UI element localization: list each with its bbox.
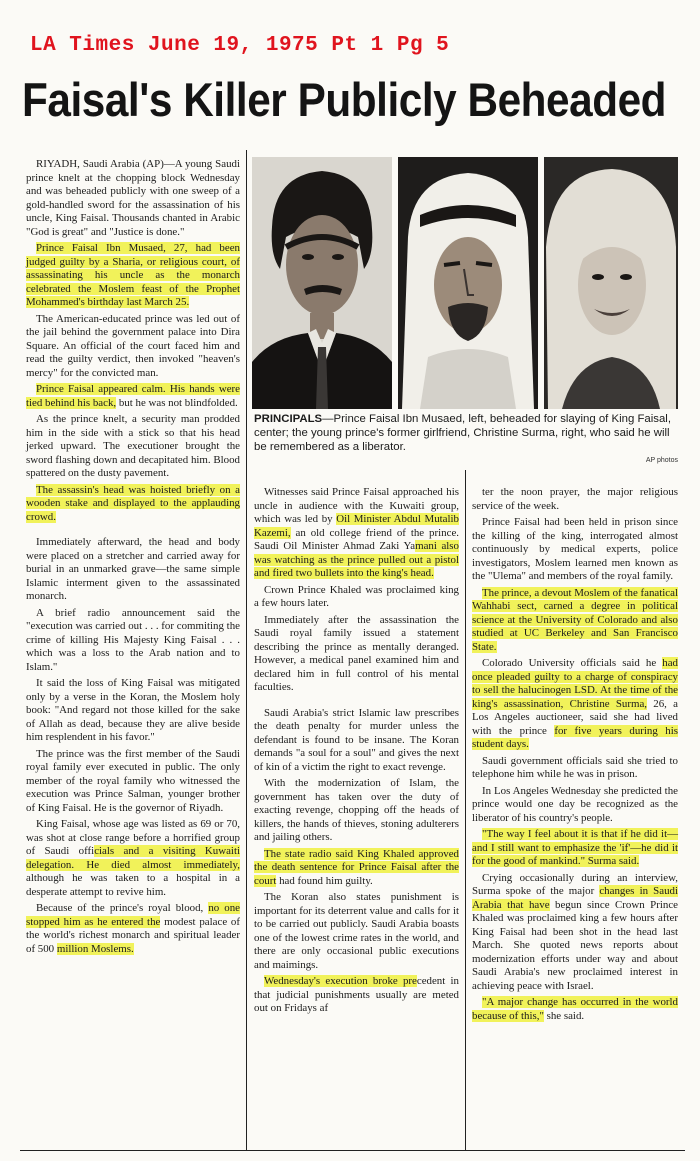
photo-king-faisal [398, 157, 538, 409]
highlight: had once pleaded guilty to a charge of conspiracy to sell the halucinogen LSD. At the time of the king's assassination, Christine Surma, [472, 657, 678, 710]
article-column-1 [26, 158, 240, 959]
source-label: LA Times June 19, 1975 Pt 1 Pg 5 [30, 34, 450, 57]
highlight: million Moslems. [56, 942, 134, 955]
bottom-rule [20, 1150, 685, 1151]
highlight: Prince Faisal Ibn Musaed, 27, had been judged guilty by a Sharia, or religious court, of assassinating his uncle as the monarch celebrated the Moslem feast of the Prophet Mohammed's birthday last March 25. [26, 242, 240, 308]
caption-text: —Prince Faisal Ibn Musaed, left, beheaded for slaying of King Faisal, center; the young prince's former girlfriend, Christine Surma, right, who said he will be remembered as a liberator. [254, 413, 672, 453]
highlight: mani also was watching as the prince pulled out a pistol and fired two bullets into the king's head. [254, 540, 459, 579]
paragraph: Witnesses said Prince Faisal approached his uncle in audience with the Kuwaiti group, which was led by Oil Minister Abdul Mutalib Kazemi, an old college friend of the prince. Saudi Oil Minister Ahmad Zaki Yamani also was watching as the prince pulled out a pistol and fired two bullets into the king's head. [254, 486, 459, 579]
paragraph: It said the loss of King Faisal was mitigated only by a verse in the Koran, the Moslem holy book: "And regard not those killed for the sake of Allah as dead, because they are alive beside him resplendent in his favor." [26, 677, 240, 743]
paragraph: In Los Angeles Wednesday she predicted the prince would one day be recognized as the liberator of his country's people. [472, 784, 678, 824]
paragraph [472, 828, 678, 869]
highlight: Oil Minister Abdul Mutalib Kazemi, [254, 513, 459, 539]
highlight: Wednesday's execution broke pre [264, 975, 417, 987]
paragraph [26, 242, 240, 310]
paragraph: RIYADH, Saudi Arabia (AP)—A young Saudi prince knelt at the chopping block Wednesday and was beheaded publicly with one sweep of a gold-handled sword for the assassination of his uncle, King Faisal. Thousands chanted in Arabic "God is great" and "Justice is done." [26, 158, 240, 238]
photo-credit: AP photos [645, 457, 678, 464]
highlight: "A major change has occurred in the world because of this," [472, 996, 678, 1022]
photo-prince-faisal [252, 157, 392, 409]
highlight: The state radio said King Khaled approved the death sentence for Prince Faisal after the court [254, 847, 459, 887]
paragraph: With the modernization of Islam, the government has taken over the duty of exacting revenge, chopping off the heads of killers, the hands of thieves, stoning adulterers and jailing others. [254, 777, 459, 843]
column-rule [465, 470, 466, 1150]
paragraph: The American-educated prince was led out of the jail behind the government palace into Dira Square. An official of the court faced him and read the guilty verdict, then invoked "heaven's mercy" for the convicted man. [26, 312, 240, 379]
highlight: Prince Faisal appeared calm. His hands were tied behind his back, [26, 383, 240, 409]
highlight: The assassin's head was hoisted briefly on a wooden stake and displayed to the applauding crowd. [26, 483, 240, 523]
paragraph [472, 587, 678, 655]
paragraph: Wednesday's execution broke precedent in that judicial punishments usually are meted out on Fridays af [254, 975, 459, 1014]
paragraph: "A major change has occurred in the world because of this," she said. [472, 996, 678, 1022]
paragraph: Immediately after the assassination the Saudi royal family issued a statement describing the prince as mentally deranged. However, a medical panel examined him and declared him in full control of his mental faculties. [254, 613, 459, 693]
paragraph: The Koran also states punishment is important for its deterrent value and calls for it to be carried out publicly. Saudi Arabia boasts one of the lowest crime rates in the world, and there are only occasional public executions and maimings. [254, 891, 459, 971]
highlight: cials and a visiting Kuwaiti delegation. He died almost immediately, [26, 845, 241, 871]
paragraph: A brief radio announcement said the "execution was carried out . . . for commiting the crime of killing His Majesty King Faisal . . . which was a loss to the Arab nation and to Islam." [26, 606, 240, 673]
paragraph: The state radio said King Khaled approved the death sentence for Prince Faisal after the court had found him guilty. [254, 847, 459, 887]
column-rule [246, 150, 247, 1150]
paragraph: King Faisal, whose age was listed as 69 or 70, was shot at close range before a horrified group of Saudi officials and a visiting Kuwaiti delegation. He died almost immediately, although he was taken to a hospital in a desperate attempt to revive him. [26, 818, 241, 898]
highlight: "The way I feel about it is that if he did it—and I still want to emphasize the 'if'—he did it for the good of mankind." Surma said. [472, 828, 678, 867]
highlight: changes in Saudi Arabia that have [472, 885, 678, 911]
paragraph: Crown Prince Khaled was proclaimed king a few hours later. [254, 583, 459, 609]
paragraph [26, 484, 240, 525]
paragraph: Prince Faisal appeared calm. His hands were tied behind his back, but he was not blindfolded. [26, 383, 240, 409]
photo-caption [254, 412, 678, 454]
highlight: no one stopped him as he entered the [26, 902, 240, 928]
paragraph: As the prince knelt, a security man prodded him in the side with a stick so that his head jerked upward. The executioner brought the sword flashing down and decapitated him. Blood spattered on the dusty pavement. [26, 413, 240, 479]
caption-lead: PRINCIPALS [254, 413, 323, 425]
article-column-3 [472, 486, 678, 1026]
photo-christine-surma [544, 157, 678, 409]
paragraph: Colorado University officials said he had once pleaded guilty to a charge of conspiracy to sell the halucinogen LSD. At the time of the king's assassination, Christine Surma, 26, a Los Angeles auctioneer, said she had lived with the prince for five years during his student days. [472, 657, 678, 750]
paragraph: The prince was the first member of the Saudi royal family ever executed in public. The only member of the royal family who witnessed the execution was Prince Salman, younger brother of King Faisal. He is the governor of Riyadh. [26, 747, 240, 814]
paragraph: Crying occasionally during an interview, Surma spoke of the major changes in Saudi Arabia that have begun since Crown Prince Khaled was proclaimed king a few hours after King Faisal had been shot in the head last March. She quoted news reports about modernization efforts under way and about Saudi Arabia's new proclaimed interest in achieving peace with Israel. [472, 871, 678, 992]
paragraph: Immediately afterward, the head and body were placed on a stretcher and carried away for burial in an unmarked grave—the same simple Islamic interment given to the assassinated monarch. [26, 536, 240, 602]
paragraph: Prince Faisal had been held in prison since the killing of the king, interrogated almost continuously by medical experts, police investigators, Moslem learned men known as the "Ulema" and members of the royal family. [472, 516, 678, 582]
highlight: for five years during his student days. [472, 724, 678, 750]
paragraph: Saudi Arabia's strict Islamic law prescribes the death penalty for murder unless the defendant is found to be insane. The Koran demands "a soul for a soul" and gives the next of kin of a victim the right to exact revenge. [254, 706, 459, 773]
paragraph: ter the noon prayer, the major religious service of the week. [472, 486, 678, 512]
highlight: The prince, a devout Moslem of the fanatical Wahhabi sect, carned a degree in political science at the University of Colorado and also studied at UC Berkeley and San Francisco State. [472, 586, 678, 653]
paragraph: Saudi government officials said she tried to telephone him while he was in prison. [472, 754, 678, 780]
paragraph: Because of the prince's royal blood, no one stopped him as he entered the modest palace of the world's richest monarch and spiritual leader of 500 million Moslems. [26, 902, 240, 955]
article-column-2 [254, 486, 459, 1019]
headline: Faisal's Killer Publicly Beheaded [22, 73, 667, 126]
